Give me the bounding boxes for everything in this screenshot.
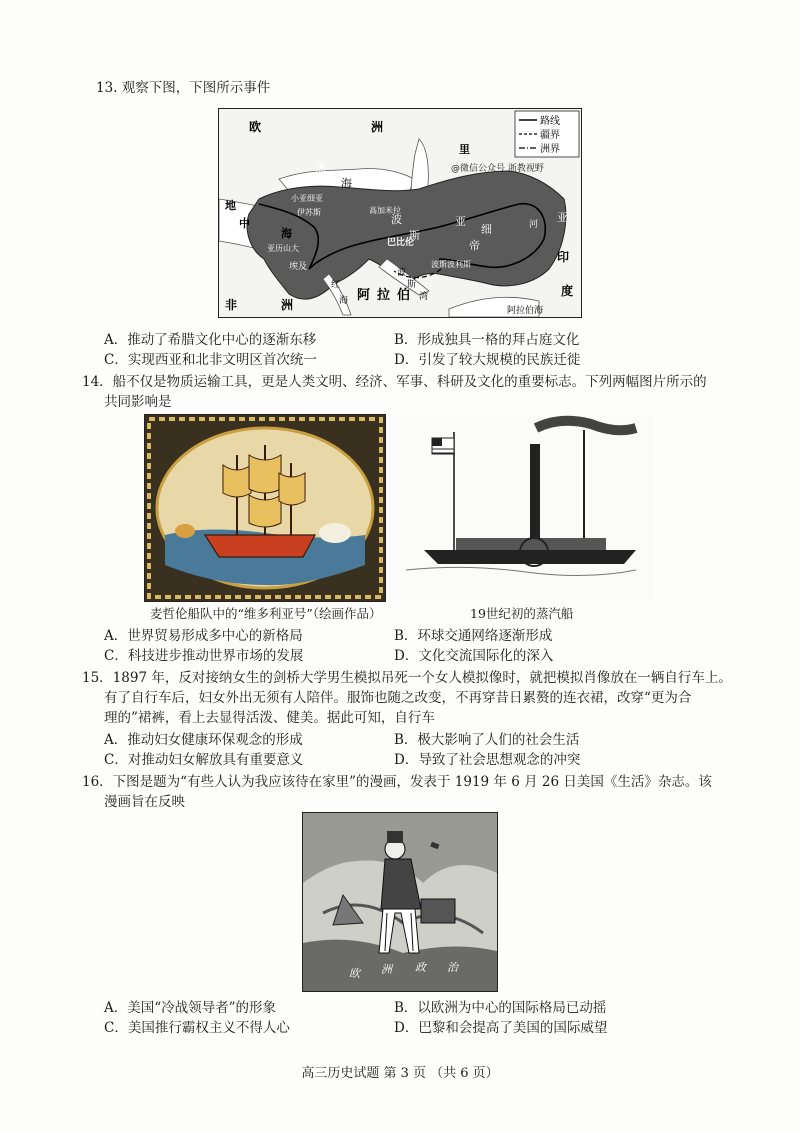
- legend-border: 疆界: [540, 130, 560, 141]
- label-xi: 细: [481, 223, 492, 236]
- q14-option-d[interactable]: D．文化交流国际化的深入: [394, 648, 554, 664]
- q16-line2: 漫画旨在反映: [104, 794, 185, 810]
- label-alexandria: 亚历山大: [267, 244, 299, 253]
- label-egypt: 埃及: [289, 262, 308, 272]
- q16-option-b[interactable]: B．以欧洲为中心的国际格局已动摇: [394, 1000, 607, 1016]
- q14-option-a[interactable]: A．世界贸易形成多中心的新格局: [104, 628, 303, 644]
- label-si: 斯: [407, 280, 417, 290]
- label-bo: 波: [397, 268, 407, 278]
- label-africa-1: 非: [225, 298, 238, 312]
- q13-stem: 13. 观察下图，下图所示事件: [96, 80, 271, 96]
- label-asia-minor: 小亚细亚: [291, 194, 323, 203]
- label-india-2: 度: [561, 284, 574, 298]
- label-persia-1: 波: [391, 213, 402, 226]
- q15-line1: 15．1897 年，反对接纳女生的剑桥大学男生模拟吊死一个女人模拟像时，就把模拟肖像放在一辆自行车上。: [82, 670, 732, 686]
- q14-stem-line2: 共同影响是: [104, 394, 172, 410]
- label-europe-1: 欧: [249, 120, 262, 134]
- caption-victoria: 麦哲伦船队中的“维多利亚号”（绘画作品）: [150, 606, 382, 621]
- label-river: 河: [529, 220, 539, 230]
- label-europe-2: 洲: [371, 120, 384, 134]
- q13-map: [218, 108, 582, 318]
- label-zhong: 中: [239, 217, 250, 230]
- q13-option-d[interactable]: D．引发了较大规模的民族迁徙: [394, 352, 581, 368]
- q15-option-b[interactable]: B．极大影响了人们的社会生活: [394, 732, 580, 748]
- q15-line2: 有了自行车后，妇女外出无须有人陪伴。服饰也随之改变，不再穿昔日累赘的连衣裙，改穿“更为合: [104, 690, 692, 706]
- label-persepolis: 波斯波利斯: [431, 260, 471, 269]
- q16-line1: 16．下图是题为“有些人认为我应该待在家里”的漫画，发表于 1919 年 6 月 26 日美国《生活》杂志。该: [82, 774, 712, 790]
- q13-option-b[interactable]: B．形成独具一格的拜占庭文化: [394, 332, 580, 348]
- page-footer: 高三历史试题 第 3 页 （共 6 页）: [301, 1066, 499, 1081]
- steamship-svg: [386, 414, 654, 600]
- label-sea-1: 海: [341, 177, 352, 190]
- map-svg: [219, 109, 581, 317]
- legend-route: 路线: [540, 116, 560, 127]
- q15-line3: 理的”裙裤，看上去显得活泼、健美。据此可知，自行车: [104, 710, 435, 726]
- label-ya-1: 亚: [455, 215, 466, 228]
- q16-option-a[interactable]: A．美国“冷战领导者”的形象: [104, 1000, 277, 1016]
- q15-option-c[interactable]: C．对推动妇女解放具有重要意义: [104, 752, 304, 768]
- cartoon-text-1: 欧: [349, 967, 360, 980]
- victoria-ship-painting: [144, 414, 386, 602]
- cartoon-text-2: 洲: [381, 963, 392, 976]
- victoria-ship-svg: [145, 415, 385, 601]
- label-gaugamela: 高加米拉: [369, 206, 401, 215]
- legend-continent: 洲界: [540, 144, 560, 155]
- q13-option-a[interactable]: A．推动了希腊文化中心的逐渐东移: [104, 332, 317, 348]
- q14-option-b[interactable]: B．环球交通网络逐渐形成: [394, 628, 553, 644]
- q13-option-c[interactable]: C．实现西亚和北非文明区首次统一: [104, 352, 317, 368]
- label-wan: 湾: [419, 292, 429, 302]
- label-arabia-3: 伯: [397, 288, 411, 303]
- q16-option-d[interactable]: D．巴黎和会提高了美国的国际威望: [394, 1020, 608, 1036]
- caption-steamship: 19世纪初的蒸汽船: [470, 606, 574, 621]
- label-arabia-1: 阿: [357, 288, 371, 303]
- cartoon-text-3: 政: [415, 961, 426, 974]
- steamship-engraving: [386, 414, 654, 600]
- q14-stem-line1: 14．船不仅是物质运输工具，更是人类文明、经济、军事、科研及文化的重要标志。下列两幅图片所示的: [82, 374, 707, 390]
- label-issus: 伊苏斯: [297, 208, 321, 217]
- label-india-1: 印: [557, 250, 570, 264]
- q16-option-c[interactable]: C．美国推行霸权主义不得人心: [104, 1020, 290, 1036]
- label-persia-2: 斯: [409, 229, 420, 242]
- label-africa-2: 洲: [281, 298, 294, 312]
- label-babylon: 巴比伦: [387, 238, 415, 248]
- cartoon-svg: [303, 813, 497, 991]
- q15-option-d[interactable]: D．导致了社会思想观念的冲突: [394, 752, 581, 768]
- label-di: 地: [225, 199, 236, 212]
- label-red-sea: 海: [339, 296, 349, 306]
- label-arabia-2: 拉: [377, 288, 391, 303]
- q16-cartoon: [302, 812, 498, 992]
- watermark: @微信公众号 浙教视野: [451, 164, 544, 174]
- q15-option-a[interactable]: A．推动妇女健康环保观念的形成: [104, 732, 303, 748]
- label-empire: 帝: [469, 239, 480, 252]
- label-black: 黑: [315, 161, 326, 174]
- label-hong: 红: [331, 280, 341, 290]
- label-ya-2: 亚: [557, 211, 568, 224]
- cartoon-text-4: 治: [447, 961, 458, 974]
- q14-option-c[interactable]: C．科技进步推动世界市场的发展: [104, 648, 304, 664]
- label-sea-2: 海: [281, 227, 292, 240]
- label-li: 里: [459, 143, 470, 156]
- label-arabian-sea: 阿拉伯海: [507, 306, 544, 316]
